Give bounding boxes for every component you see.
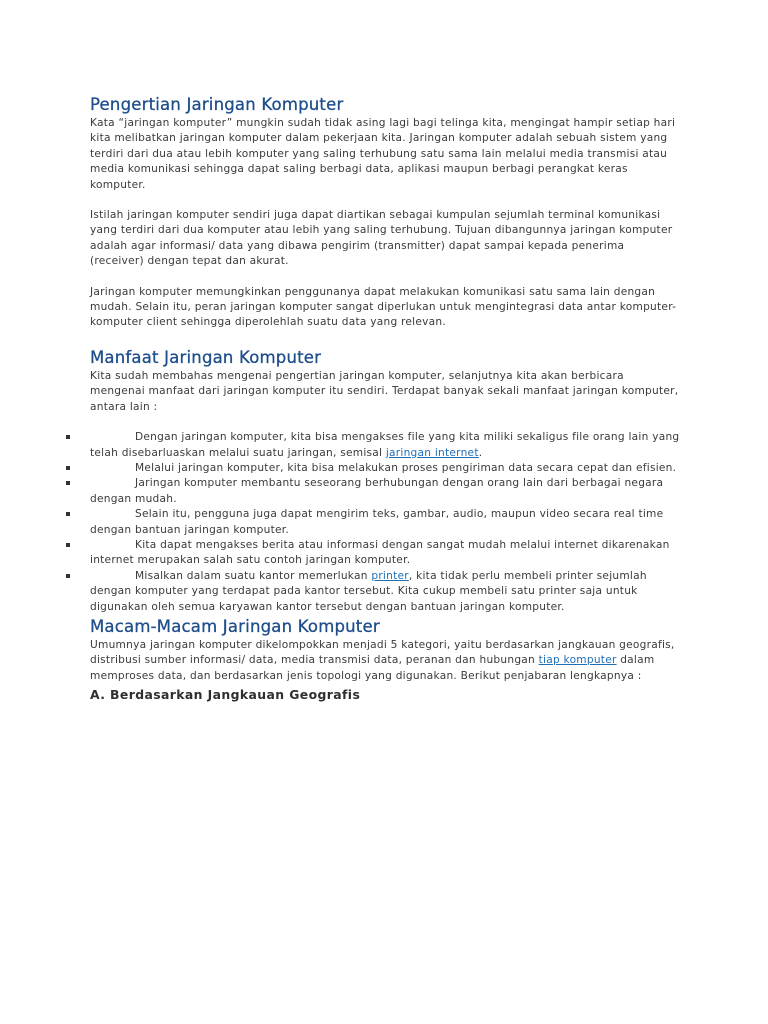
bullet-icon [66,512,70,516]
bullet-icon [66,466,70,470]
benefits-list [90,430,680,615]
list-item: Dengan jaringan komputer, kita bisa mengakses file yang kita miliki sekaligus file orang lain yang telah disebarluaskan melalui suatu jaringan, semisal jaringan internet. [90,430,680,461]
bullet-icon [66,574,70,578]
paragraph-pengertian-1: Kata “jaringan komputer” mungkin sudah tidak asing lagi bagi telinga kita, mengingat hampir setiap hari kita melibatkan jaringan komputer dalam pekerjaan kita. Jaringan komputer adalah sebuah sistem yang terdiri dari dua atau lebih komputer yang saling terhubung satu sama lain melalui media transmisi atau media komunikasi sehingga dapat saling berbagi data, aplikasi maupun berbagi perangkat keras komputer. [90,117,676,191]
paragraph-macam-intro: Umumnya jaringan komputer dikelompokkan menjadi 5 kategori, yaitu berdasarkan jangkauan geografis, distribusi sumber informasi/ data, media transmisi data, peranan dan hubungan tiap komputer dalam memproses data, dan berdasarkan jenis topologi yang digunakan. Berikut penjabaran lengkapnya : [90,638,675,682]
link-printer[interactable]: printer [371,569,409,582]
subheading-jangkauan-geografis: A. Berdasarkan Jangkauan Geografis [90,687,361,703]
bullet-icon [66,543,70,547]
paragraph-pengertian-3: Jaringan komputer memungkinkan penggunanya dapat melakukan komunikasi satu sama lain dengan mudah. Selain itu, peran jaringan komputer sangat diperlukan untuk mengintegrasi data antar komputer-komputer client sehingga diperolehlah suatu data yang relevan. [90,285,677,329]
link-tiap-komputer[interactable]: tiap komputer [538,654,617,667]
link-jaringan-internet[interactable]: jaringan internet [385,446,479,459]
section-title-manfaat: Manfaat Jaringan Komputer [90,347,322,367]
list-item: Misalkan dalam suatu kantor memerlukan printer, kita tidak perlu membeli printer sejumlah dengan komputer yang terdapat pada kantor tersebut. Kita cukup membeli satu printer saja untuk digunakan oleh semua karyawan kantor tersebut dengan bantuan jaringan komputer. [90,569,680,615]
paragraph-pengertian-2: Istilah jaringan komputer sendiri juga dapat diartikan sebagai kumpulan sejumlah terminal komunikasi yang terdiri dari dua komputer atau lebih yang saling terhubung. Tujuan dibangunnya jaringan komputer adalah agar informasi/ data yang dibawa pengirim (transmitter) dapat sampai kepada penerima (receiver) dengan tepat dan akurat. [90,209,673,268]
list-item: Jaringan komputer membantu seseorang berhubungan dengan orang lain dari berbagai negara dengan mudah. [90,476,680,507]
list-item: Selain itu, pengguna juga dapat mengirim teks, gambar, audio, maupun video secara real time dengan bantuan jaringan komputer. [90,507,680,538]
bullet-icon [66,481,70,485]
document-page [90,94,680,704]
bullet-icon [66,435,70,439]
list-item: Melalui jaringan komputer, kita bisa melakukan proses pengiriman data secara cepat dan efisien. [90,461,680,476]
paragraph-manfaat-intro: Kita sudah membahas mengenai pengertian jaringan komputer, selanjutnya kita akan berbicara mengenai manfaat dari jaringan komputer itu sendiri. Terdapat banyak sekali manfaat jaringan komputer, antara lain : [90,369,679,413]
section-title-macam: Macam-Macam Jaringan Komputer [90,616,380,636]
section-title-pengertian: Pengertian Jaringan Komputer [90,95,344,114]
list-item: Kita dapat mengakses berita atau informasi dengan sangat mudah melalui internet dikarenakan internet merupakan salah satu contoh jaringan komputer. [90,538,680,569]
